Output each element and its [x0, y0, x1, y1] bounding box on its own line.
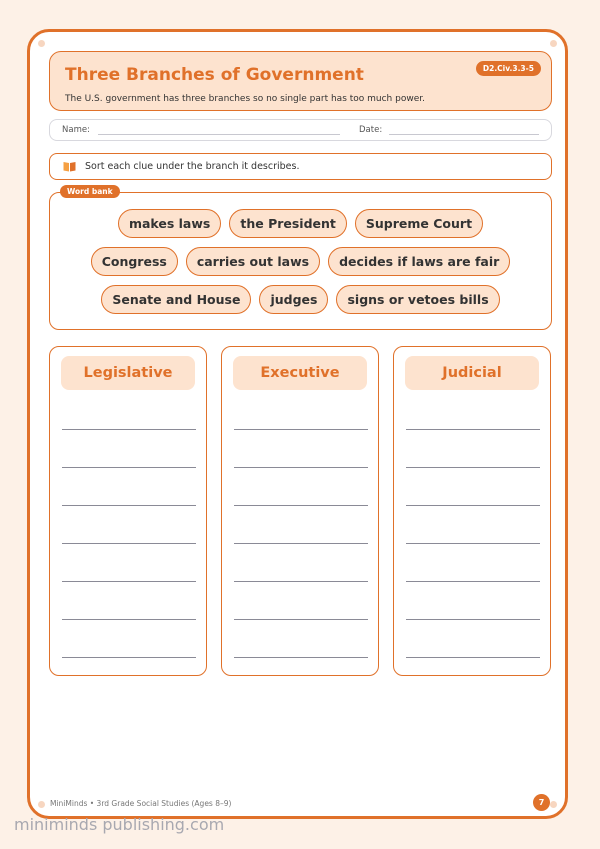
- watermark-text: miniminds publishing.com: [14, 815, 225, 834]
- name-label: Name:: [62, 125, 90, 135]
- writing-line[interactable]: [234, 429, 368, 430]
- column-heading: Legislative: [61, 356, 195, 390]
- writing-line[interactable]: [62, 657, 196, 658]
- date-label: Date:: [359, 125, 383, 135]
- writing-line[interactable]: [234, 505, 368, 506]
- writing-line[interactable]: [234, 467, 368, 468]
- word-chip[interactable]: carries out laws: [186, 247, 320, 276]
- word-bank-row: [50, 247, 551, 276]
- writing-line[interactable]: [406, 657, 540, 658]
- writing-line[interactable]: [62, 505, 196, 506]
- student-info-row: [49, 119, 552, 141]
- instruction-text: Sort each clue under the branch it describes.: [85, 161, 300, 172]
- corner-dot: [38, 40, 45, 47]
- writing-line[interactable]: [234, 543, 368, 544]
- word-chip[interactable]: Congress: [91, 247, 178, 276]
- word-bank-row: [50, 209, 551, 238]
- word-bank-row: [50, 285, 551, 314]
- date-field[interactable]: [389, 134, 539, 135]
- writing-line[interactable]: [234, 581, 368, 582]
- word-chip[interactable]: signs or vetoes bills: [336, 285, 499, 314]
- footer-publisher: MiniMinds • 3rd Grade Social Studies (Ages 8–9): [50, 799, 232, 808]
- corner-dot: [550, 801, 557, 808]
- word-chip[interactable]: the President: [229, 209, 347, 238]
- writing-line[interactable]: [406, 581, 540, 582]
- writing-line[interactable]: [62, 429, 196, 430]
- worksheet-page: [27, 29, 568, 819]
- writing-line[interactable]: [406, 467, 540, 468]
- writing-line[interactable]: [406, 429, 540, 430]
- page-number-badge: 7: [533, 794, 550, 811]
- standard-code-badge: D2.Civ.3.3-5: [476, 61, 541, 76]
- word-chip[interactable]: makes laws: [118, 209, 221, 238]
- writing-line[interactable]: [406, 619, 540, 620]
- header-banner: [49, 51, 552, 111]
- word-chip[interactable]: judges: [259, 285, 328, 314]
- writing-line[interactable]: [62, 581, 196, 582]
- page-title: Three Branches of Government: [65, 65, 364, 85]
- column-executive: [221, 346, 379, 676]
- word-chip[interactable]: Senate and House: [101, 285, 251, 314]
- corner-dot: [550, 40, 557, 47]
- column-legislative: [49, 346, 207, 676]
- name-field[interactable]: [98, 134, 340, 135]
- writing-line[interactable]: [234, 619, 368, 620]
- column-heading: Judicial: [405, 356, 539, 390]
- writing-line[interactable]: [62, 467, 196, 468]
- column-heading: Executive: [233, 356, 367, 390]
- word-bank: [49, 187, 552, 330]
- writing-line[interactable]: [234, 657, 368, 658]
- word-bank-label: Word bank: [60, 185, 120, 198]
- corner-dot: [38, 801, 45, 808]
- column-judicial: [393, 346, 551, 676]
- instruction-box: [49, 153, 552, 180]
- writing-line[interactable]: [406, 543, 540, 544]
- word-chip[interactable]: decides if laws are fair: [328, 247, 510, 276]
- writing-line[interactable]: [62, 619, 196, 620]
- page-subtitle: The U.S. government has three branches so no single part has too much power.: [65, 94, 425, 104]
- word-chip[interactable]: Supreme Court: [355, 209, 483, 238]
- writing-line[interactable]: [406, 505, 540, 506]
- writing-line[interactable]: [62, 543, 196, 544]
- book-icon: [63, 161, 76, 172]
